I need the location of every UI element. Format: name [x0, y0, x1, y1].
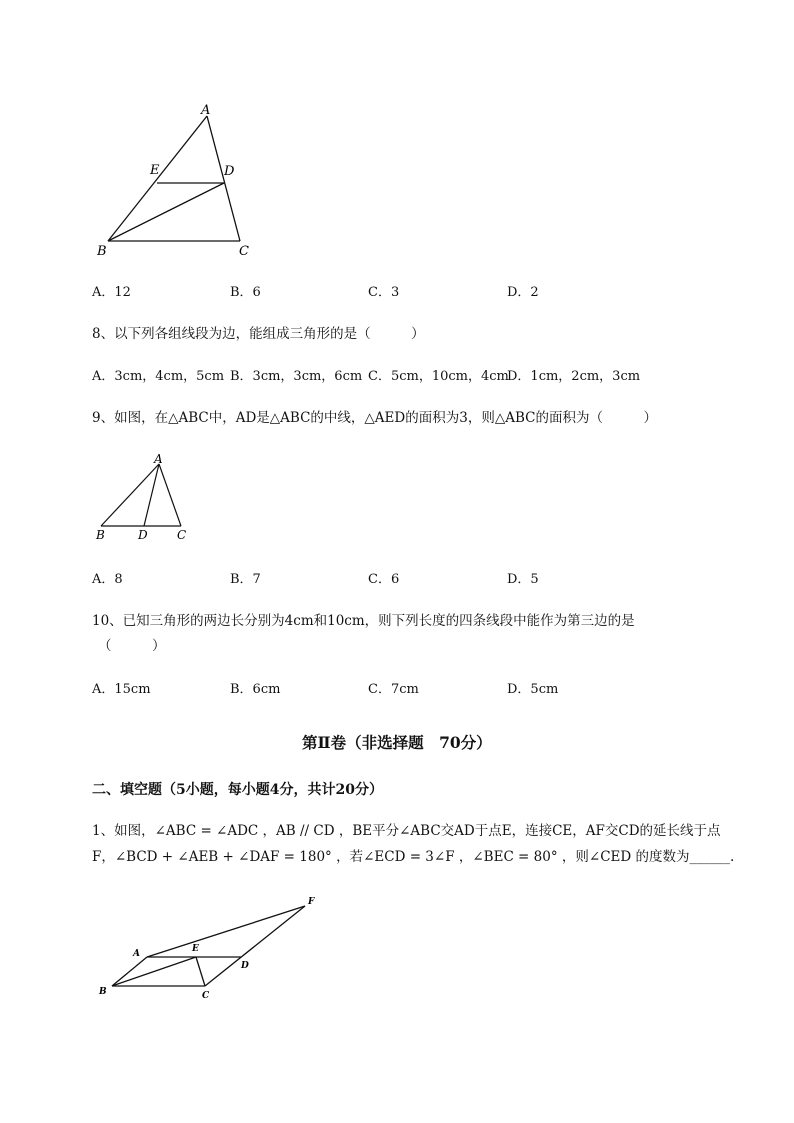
q8-stem: 8、以下列各组线段为边，能组成三角形的是（ ）: [92, 326, 425, 342]
fill1-stem-line1: 1、如图，∠ABC = ∠ADC ，AB // CD ，BE平分∠ABC交AD于点E，连接CE，AF交CD的延长线于点: [92, 823, 721, 839]
q9-label-d: D: [138, 528, 148, 542]
fill1-segment-be: [112, 957, 196, 986]
q7-segment-ab: [108, 116, 207, 241]
q10-stem-line2: （ ）: [98, 638, 166, 654]
fill1-figure: [90, 890, 330, 1010]
fill1-label-e: E: [192, 944, 199, 954]
q7-label-a: A: [201, 103, 211, 118]
q7-label-c: C: [239, 244, 249, 259]
q9-segment-ab: [101, 464, 159, 526]
fill1-label-a: A: [133, 949, 140, 959]
q9-segment-ad: [144, 464, 159, 526]
fill1-segment-ec: [196, 957, 205, 986]
fill1-segment-cf: [205, 906, 305, 986]
q7-label-d: D: [224, 164, 235, 179]
fill1-segment-af: [147, 906, 305, 957]
q9-option-d: D．5: [507, 572, 539, 587]
q9-figure: [90, 450, 200, 545]
q8-option-c: C．5cm，10cm，4cm: [368, 369, 509, 384]
q9-option-c: C．6: [368, 572, 400, 587]
q10-option-c: C．7cm: [368, 682, 419, 697]
q7-option-b: B．6: [230, 285, 261, 300]
q8-option-a: A．3cm，4cm，5cm: [92, 369, 225, 384]
q9-label-a: A: [154, 452, 163, 466]
part2-title: 第Ⅱ卷（非选择题 70分）: [302, 733, 492, 752]
fill1-stem-line2: F，∠BCD + ∠AEB + ∠DAF = 180° ，若∠ECD = 3∠F ，∠BEC = 80° ，则∠CED 的度数为______.: [92, 849, 735, 865]
q9-stem: 9、如图，在△ABC中，AD是△ABC的中线，△AED的面积为3，则△ABC的面积为（ ）: [92, 410, 657, 426]
fill1-quadrilateral-diagram: [90, 890, 330, 1010]
q7-label-b: B: [97, 244, 107, 259]
q7-triangle-diagram: [90, 100, 270, 265]
q9-option-a: A．8: [92, 572, 123, 587]
q10-option-b: B．6cm: [230, 682, 281, 697]
fill1-label-f: F: [308, 897, 315, 907]
q9-label-c: C: [177, 528, 187, 542]
fill1-label-b: B: [99, 987, 107, 997]
q9-option-b: B．7: [230, 572, 261, 587]
section-fill-in-title: 二、填空题（5小题，每小题4分，共计20分）: [92, 782, 383, 798]
q8-option-b: B．3cm，3cm，6cm: [230, 369, 363, 384]
q10-option-d: D．5cm: [507, 682, 559, 697]
q7-figure: [90, 100, 270, 265]
q7-option-a: A．12: [92, 285, 131, 300]
q9-label-b: B: [96, 528, 105, 542]
q7-option-c: C．3: [368, 285, 400, 300]
q10-option-a: A．15cm: [92, 682, 151, 697]
fill1-label-c: C: [202, 991, 210, 1001]
q9-segment-ac: [159, 464, 181, 526]
q7-option-d: D．2: [507, 285, 539, 300]
q9-triangle-diagram: [90, 450, 200, 545]
fill1-segment-ba: [112, 957, 147, 986]
q7-segment-bd: [108, 183, 224, 241]
q8-option-d: D．1cm，2cm，3cm: [507, 369, 641, 384]
q7-label-e: E: [150, 163, 160, 178]
q10-stem-line1: 10、已知三角形的两边长分别为4cm和10cm，则下列长度的四条线段中能作为第三边的是: [92, 613, 635, 629]
fill1-label-d: D: [241, 961, 249, 971]
